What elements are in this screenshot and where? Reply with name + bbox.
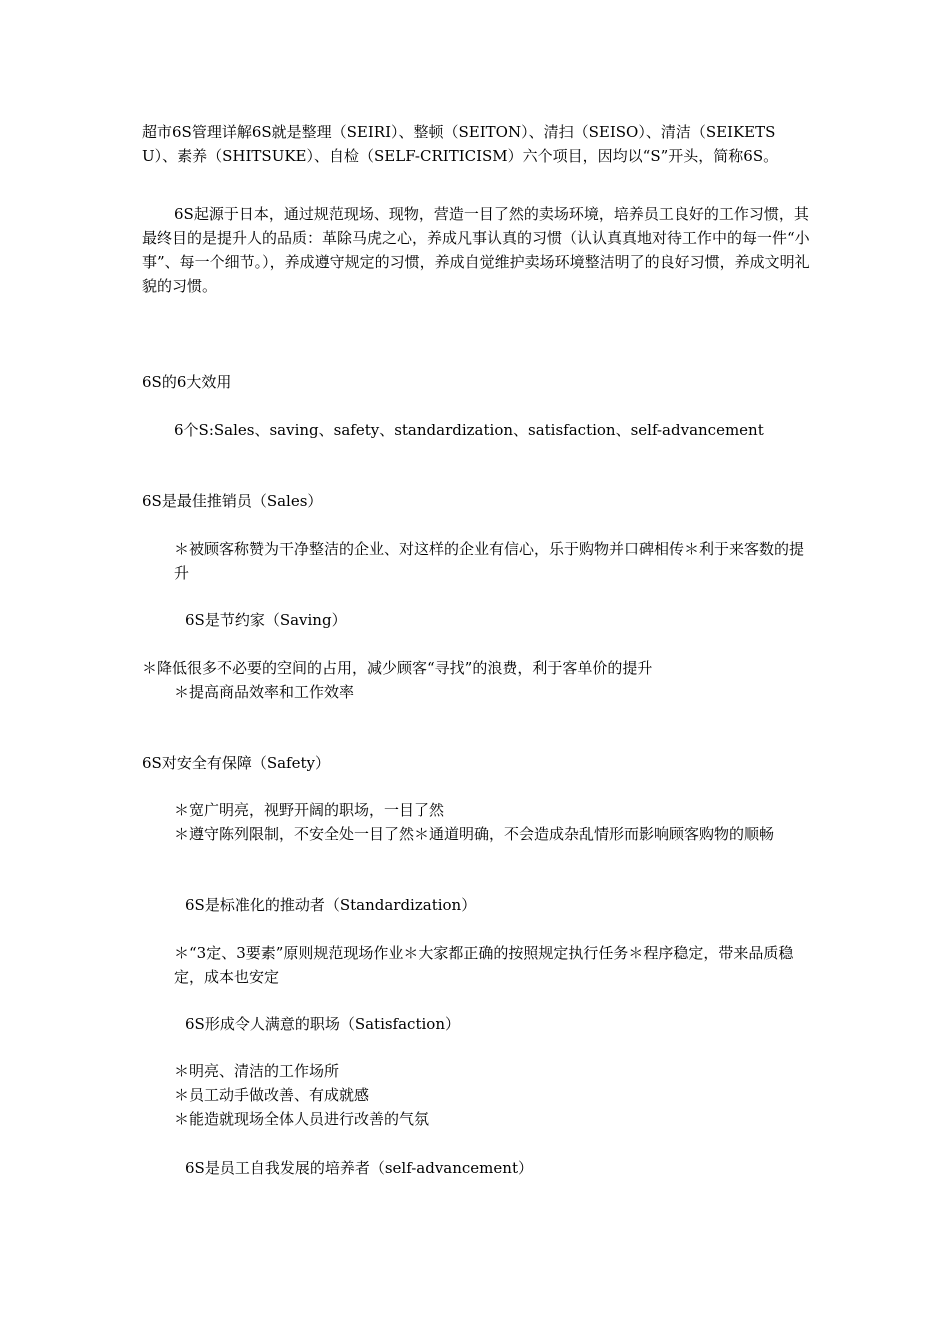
- saving-bullet-1: ＊降低很多不必要的空间的占用，减少顾客“寻找”的浪费，利于客单价的提升: [142, 659, 653, 677]
- sales-heading: 6S是最佳推销员（Sales）: [142, 492, 323, 510]
- safety-heading: 6S对安全有保障（Safety）: [142, 754, 330, 772]
- six-s-list: 6个S:Sales、saving、safety、standardization、satisfaction、self-advancement: [174, 421, 764, 439]
- safety-bullet-1: ＊宽广明亮，视野开阔的职场，一目了然: [174, 801, 445, 819]
- origin-paragraph: 6S起源于日本，通过规范现场、现物，营造一目了然的卖场环境，培养员工良好的工作习惯，其最终目的是提升人的品质：革除马虎之心，养成凡事认真的习惯（认认真真地对待工作中的每一件“小事”、每一个细节。），养成遵守规定的习惯，养成自觉维护卖场环境整洁明了的良好习惯，养成文明礼貌的习惯。: [142, 205, 810, 295]
- safety-bullet-2: ＊遵守陈列限制，不安全处一目了然＊通道明确，不会造成杂乱情形而影响顾客购物的顺畅: [174, 825, 775, 843]
- intro-paragraph: 超市6S管理详解6S就是整理（SEIRI）、整顿（SEITON）、清扫（SEISO）、清洁（SEIKETSU）、素养（SHITSUKE）、自检（SELF-CRITICISM）六个项目，因均以“S”开头，简称6S。: [142, 123, 779, 165]
- saving-heading: 6S是节约家（Saving）: [185, 611, 347, 629]
- self-advancement-heading: 6S是员工自我发展的培养者（self-advancement）: [185, 1159, 533, 1177]
- satisfaction-bullet-1: ＊明亮、清洁的工作场所: [174, 1062, 340, 1080]
- effects-heading: 6S的6大效用: [142, 373, 232, 391]
- standardization-bullets: ＊“3定、3要素”原则规范现场作业＊大家都正确的按照规定执行任务＊程序稳定，带来品质稳定，成本也安定: [174, 944, 794, 986]
- standardization-heading: 6S是标准化的推动者（Standardization）: [185, 896, 477, 914]
- satisfaction-bullet-2: ＊员工动手做改善、有成就感: [174, 1086, 370, 1104]
- sales-bullets: ＊被顾客称赞为干净整洁的企业、对这样的企业有信心，乐于购物并口碑相传＊利于来客数的提升: [174, 540, 805, 582]
- satisfaction-bullet-3: ＊能造就现场全体人员进行改善的气氛: [174, 1110, 430, 1128]
- satisfaction-heading: 6S形成令人满意的职场（Satisfaction）: [185, 1015, 460, 1033]
- saving-bullet-2: ＊提高商品效率和工作效率: [174, 683, 355, 701]
